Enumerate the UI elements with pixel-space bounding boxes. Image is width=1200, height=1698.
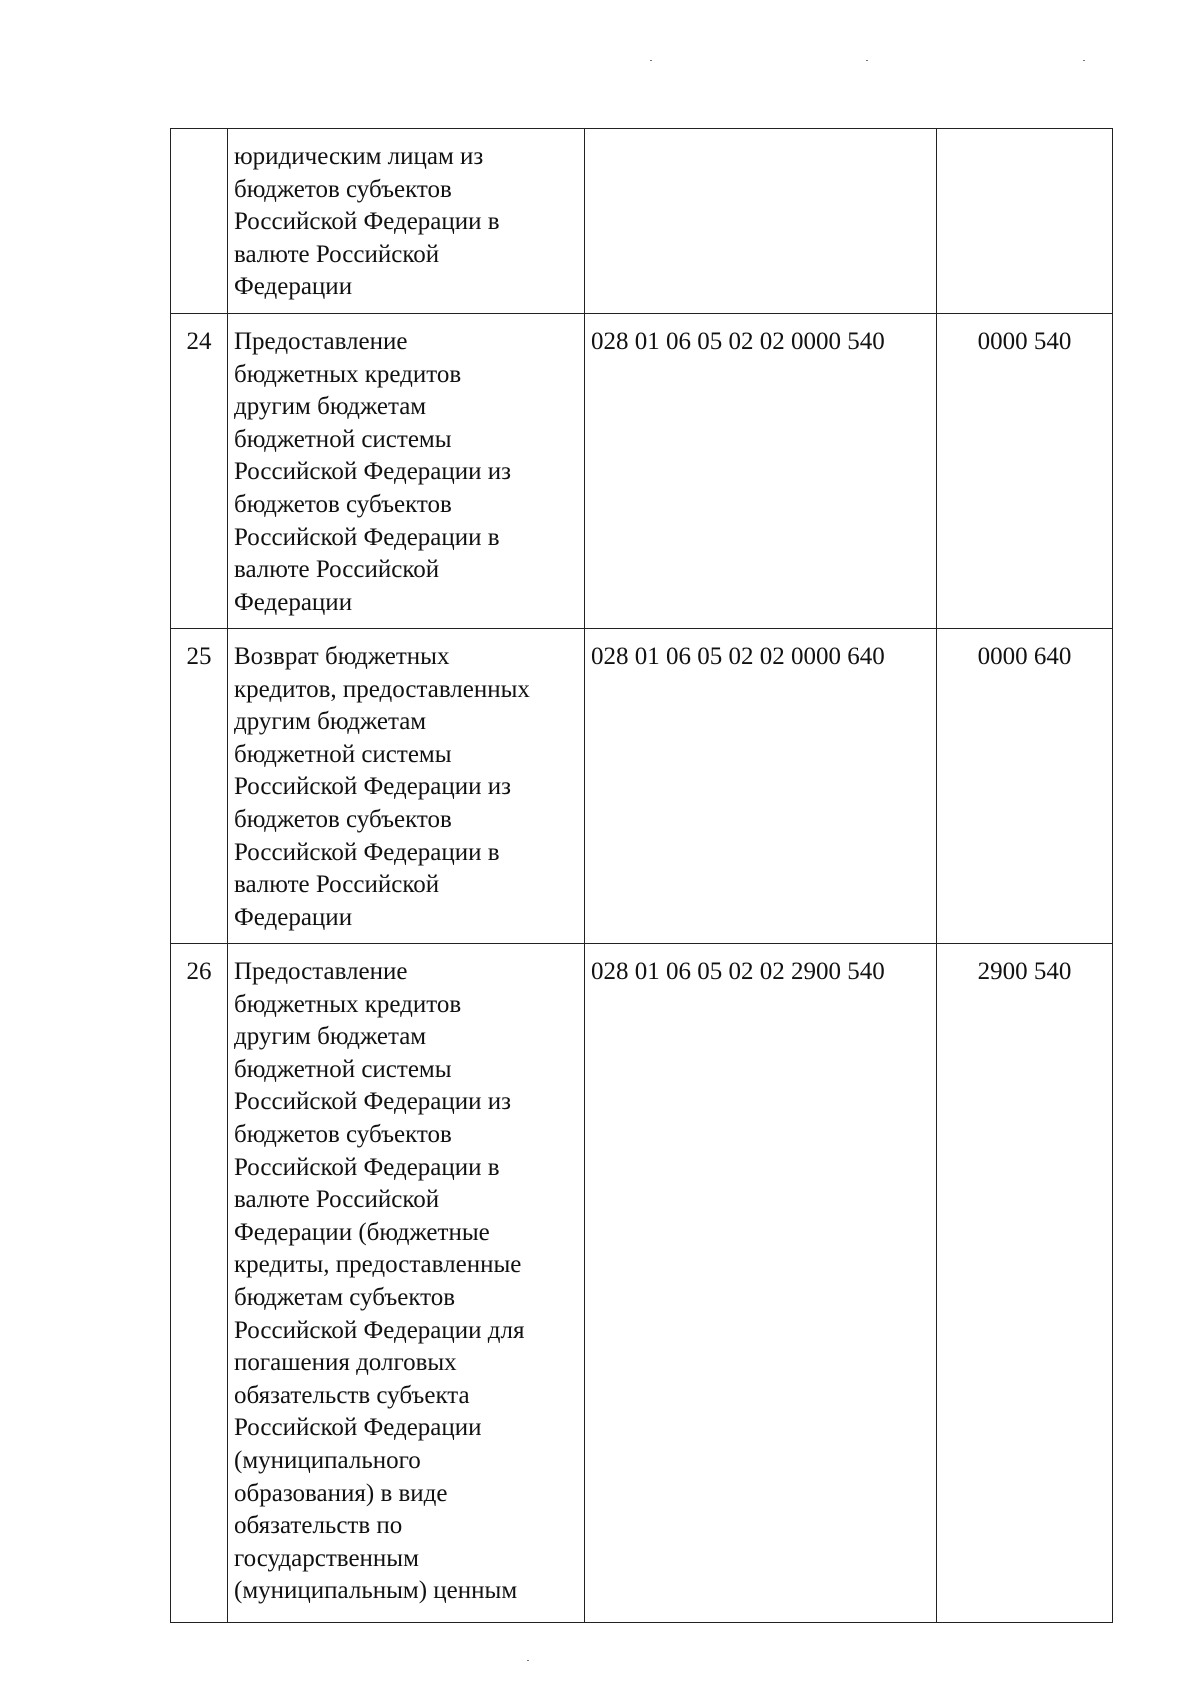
row-name-line: Российской Федерации в — [234, 1153, 500, 1181]
row-name-line: (муниципальным) ценным — [234, 1577, 518, 1605]
row-short-code — [937, 129, 1113, 314]
row-name — [228, 129, 585, 314]
row-name-line: другим бюджетам — [234, 708, 427, 736]
row-name-line: бюджетной системы — [234, 1055, 452, 1083]
row-name-line: (муниципального — [234, 1446, 421, 1474]
row-name-line: валюте Российской — [234, 871, 440, 899]
row-number: 24 — [171, 314, 228, 629]
row-name-line: бюджетных кредитов — [234, 360, 462, 388]
row-name-line: Федерации (бюджетные — [234, 1218, 490, 1246]
budget-classification-table — [170, 128, 1113, 1623]
row-name-line: бюджетной системы — [234, 425, 452, 453]
row-name-line: валюте Российской — [234, 240, 440, 268]
row-name-line: бюджетных кредитов — [234, 990, 462, 1018]
row-name-line: Российской Федерации из — [234, 1088, 512, 1116]
row-name-line: Российской Федерации — [234, 1414, 482, 1442]
row-name — [228, 629, 585, 944]
row-name-line: бюджетам субъектов — [234, 1283, 456, 1311]
row-name-line: погашения долговых — [234, 1349, 457, 1377]
table-row — [171, 314, 1113, 629]
row-name-line: образования) в виде — [234, 1479, 448, 1507]
row-name-line: Российской Федерации из — [234, 458, 512, 486]
row-name-line: бюджетов субъектов — [234, 805, 452, 833]
row-name-line: Предоставление — [234, 328, 408, 355]
row-code: 028 01 06 05 02 02 0000 540 — [585, 314, 937, 629]
row-short-code: 0000 540 — [937, 314, 1113, 629]
row-name-line: кредитов, предоставленных — [234, 675, 530, 703]
table-row — [171, 129, 1113, 314]
row-name-line: Возврат бюджетных — [234, 643, 450, 670]
scan-speck — [866, 60, 868, 61]
row-name-line: Российской Федерации из — [234, 773, 512, 801]
row-name-line: бюджетов субъектов — [234, 175, 452, 203]
row-name-line: бюджетов субъектов — [234, 490, 452, 518]
row-number — [171, 129, 228, 314]
row-short-code: 2900 540 — [937, 944, 1113, 1623]
row-name-line: государственным — [234, 1544, 419, 1572]
scan-speck — [650, 60, 652, 61]
row-name — [228, 944, 585, 1623]
row-name-line: Российской Федерации для — [234, 1316, 525, 1344]
scan-speck — [1083, 60, 1085, 61]
row-name-line: обязательств по — [234, 1512, 403, 1540]
row-name-line: Федерации — [234, 588, 353, 616]
row-name-line: Федерации — [234, 903, 353, 931]
row-name-line: Российской Федерации в — [234, 838, 500, 866]
row-name-line: Предоставление — [234, 958, 408, 985]
row-name-line: бюджетной системы — [234, 740, 452, 768]
row-code: 028 01 06 05 02 02 0000 640 — [585, 629, 937, 944]
row-name-line: Российской Федерации в — [234, 523, 500, 551]
row-name-line: кредиты, предоставленные — [234, 1251, 522, 1279]
row-number: 25 — [171, 629, 228, 944]
row-name — [228, 314, 585, 629]
row-code: 028 01 06 05 02 02 2900 540 — [585, 944, 937, 1623]
row-name-line: другим бюджетам — [234, 393, 427, 421]
row-name-line: Российской Федерации в — [234, 208, 500, 236]
row-name-line: другим бюджетам — [234, 1023, 427, 1051]
row-number: 26 — [171, 944, 228, 1623]
row-name-line: юридическим лицам из — [234, 143, 484, 170]
table-row — [171, 629, 1113, 944]
scan-speck — [527, 1660, 529, 1661]
row-short-code: 0000 640 — [937, 629, 1113, 944]
row-code — [585, 129, 937, 314]
row-name-line: бюджетов субъектов — [234, 1120, 452, 1148]
table-row — [171, 944, 1113, 1623]
row-name-line: обязательств субъекта — [234, 1381, 470, 1409]
row-name-line: валюте Российской — [234, 1186, 440, 1214]
row-name-line: валюте Российской — [234, 556, 440, 584]
row-name-line: Федерации — [234, 273, 353, 301]
